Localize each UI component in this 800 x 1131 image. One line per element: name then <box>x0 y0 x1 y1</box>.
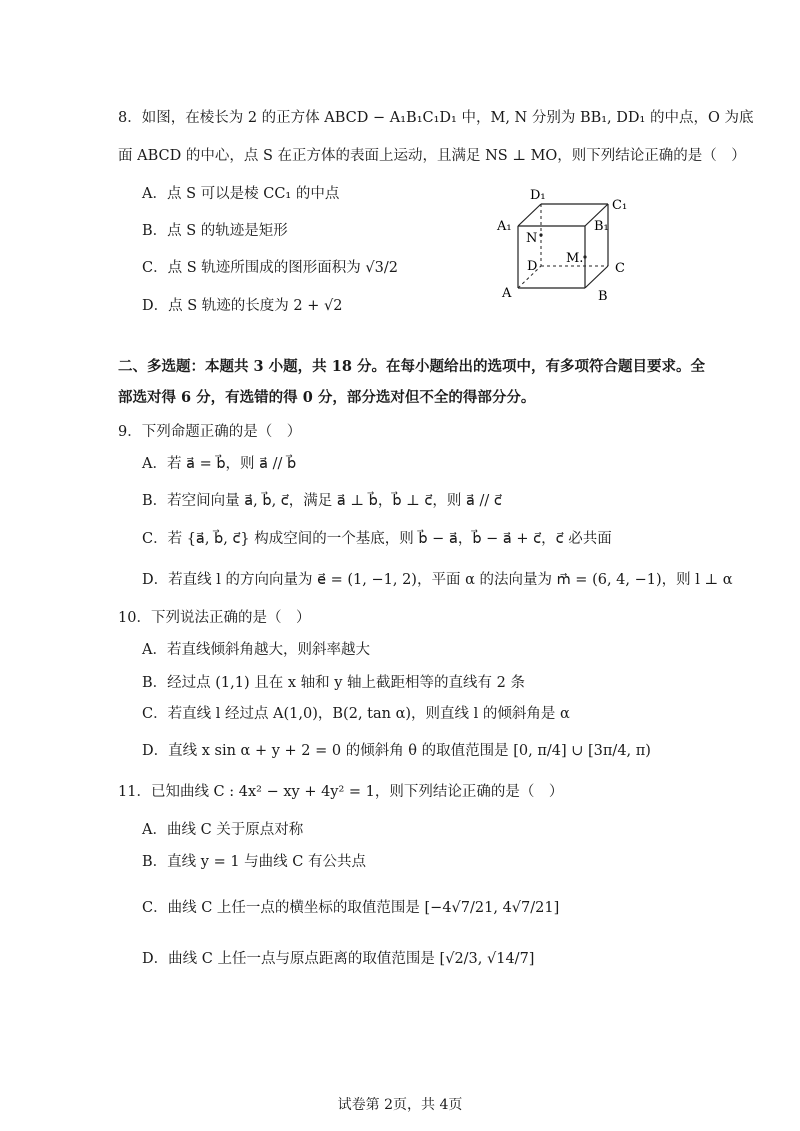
label-c1: C₁ <box>612 198 628 213</box>
label-m: M. <box>566 251 584 266</box>
q8-option-a: A．点 S 可以是棱 CC₁ 的中点 <box>142 186 340 202</box>
q9-stem: 9．下列命题正确的是（ ） <box>118 424 302 440</box>
q10-option-d: D．直线 x sin α + y + 2 = 0 的倾斜角 θ 的取值范围是 [0, π/4] ∪ [3π/4, π) <box>142 743 651 759</box>
label-n: N <box>526 231 538 246</box>
edge-a1-d1 <box>518 204 541 226</box>
label-c: C <box>615 261 625 276</box>
label-d1: D₁ <box>530 188 546 203</box>
point-m <box>583 255 586 258</box>
q11-option-b: B．直线 y = 1 与曲线 C 有公共点 <box>142 854 366 870</box>
q10-option-a: A．若直线倾斜角越大，则斜率越大 <box>142 642 370 658</box>
label-a: A <box>502 286 512 301</box>
q9-option-a: A．若 a⃗ = b⃗，则 a⃗ // b⃗ <box>142 456 297 472</box>
q8-stem-line1: 8．如图，在棱长为 2 的正方体 ABCD − A₁B₁C₁D₁ 中，M, N 分别为 BB₁, DD₁ 的中点，O 为底 <box>118 110 754 126</box>
q11-option-d: D．曲线 C 上任一点与原点距离的取值范围是 [√2/3, √14/7] <box>142 951 535 967</box>
page-footer: 试卷第 2页，共 4页 <box>337 1097 463 1113</box>
label-b1: B₁ <box>594 219 609 234</box>
edge-b-c <box>585 266 608 288</box>
label-a1: A₁ <box>497 219 512 234</box>
q8-option-c: C．点 S 轨迹所围成的图形面积为 √3/2 <box>142 260 398 276</box>
q11-stem: 11．已知曲线 C : 4x² − xy + 4y² = 1，则下列结论正确的是（ ） <box>118 784 564 800</box>
point-n <box>539 233 542 236</box>
label-d: D <box>527 259 538 274</box>
q11-option-c: C．曲线 C 上任一点的横坐标的取值范围是 [−4√7/21, 4√7/21] <box>142 900 560 916</box>
q9-option-c: C．若 {a⃗, b⃗, c⃗} 构成空间的一个基底，则 b⃗ − a⃗，b⃗ − a⃗ + c⃗，c⃗ 必共面 <box>142 531 612 547</box>
label-b: B <box>598 289 608 304</box>
q10-stem: 10．下列说法正确的是（ ） <box>118 610 311 626</box>
section2-heading-line2: 部选对得 6 分，有选错的得 0 分，部分选对但不全的得部分分。 <box>118 389 536 406</box>
q11-option-a: A．曲线 C 关于原点对称 <box>142 822 304 838</box>
q9-option-b: B．若空间向量 a⃗, b⃗, c⃗，满足 a⃗ ⊥ b⃗，b⃗ ⊥ c⃗，则 a⃗ // c⃗ <box>142 493 502 509</box>
section2-heading-line1: 二、多选题：本题共 3 小题，共 18 分。在每小题给出的选项中，有多项符合题目要求。全 <box>118 358 705 375</box>
q9-option-d: D．若直线 l 的方向向量为 e⃗ = (1, −1, 2)，平面 α 的法向量为 m⃗ = (6, 4, −1)，则 l ⊥ α <box>142 572 733 588</box>
q8-stem-line2: 面 ABCD 的中心，点 S 在正方体的表面上运动，且满足 NS ⊥ MO，则下列结论正确的是（ ） <box>118 148 746 164</box>
q10-option-c: C．若直线 l 经过点 A(1,0)，B(2, tan α)，则直线 l 的倾斜角是 α <box>142 706 570 722</box>
cube-figure <box>488 182 648 307</box>
q10-option-b: B．经过点 (1,1) 且在 x 轴和 y 轴上截距相等的直线有 2 条 <box>142 675 525 691</box>
q8-option-d: D．点 S 轨迹的长度为 2 + √2 <box>142 298 343 314</box>
q8-option-b: B．点 S 的轨迹是矩形 <box>142 223 288 239</box>
